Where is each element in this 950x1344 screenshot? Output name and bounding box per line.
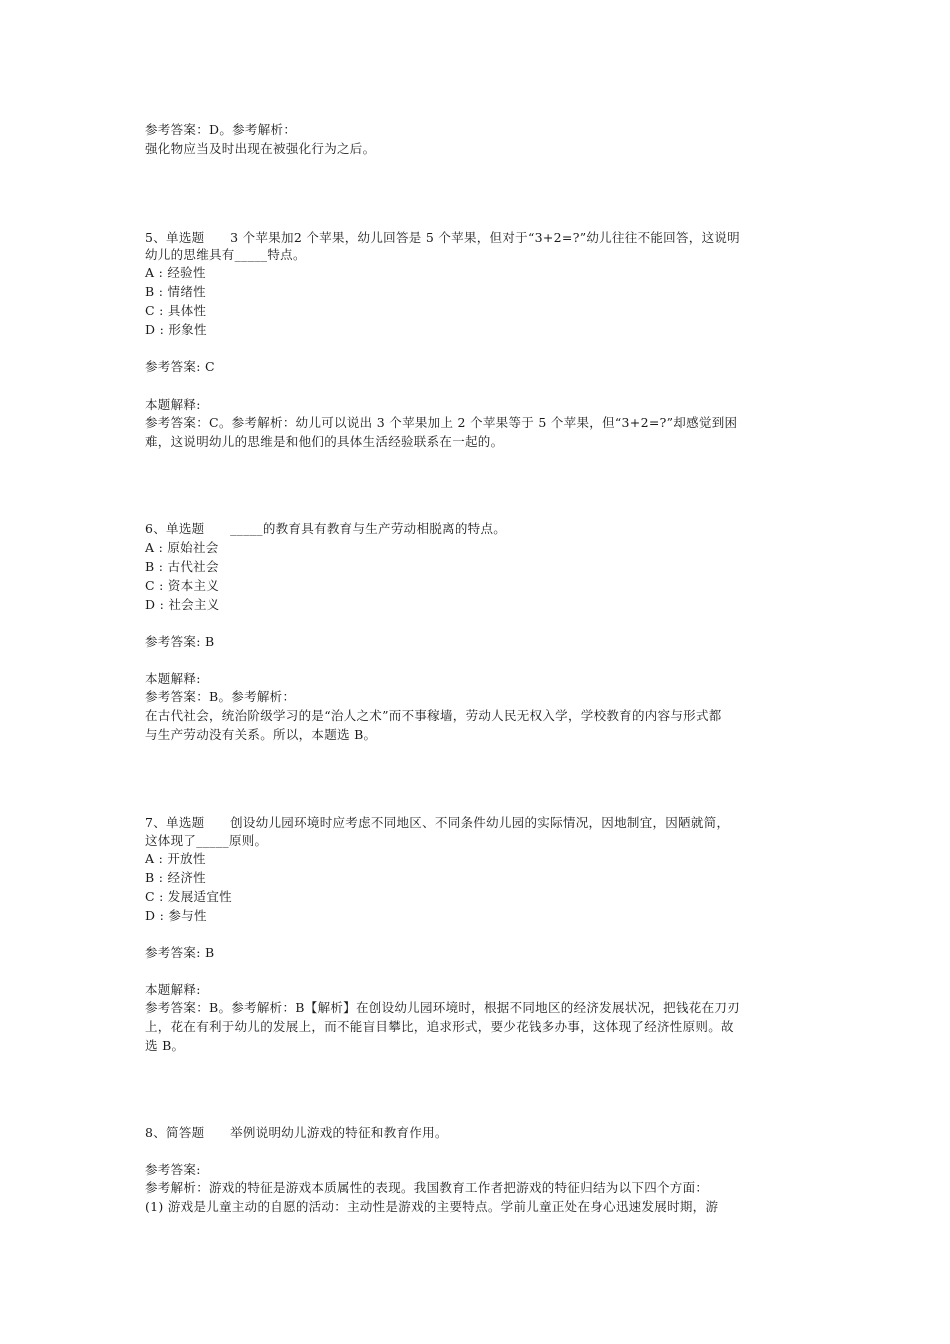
q7-explanation-line-1: 参考答案：B。参考解析：B【解析】在创设幼儿园环境时，根据不同地区的经济发展状况，把钱花在刀刃 <box>145 1000 740 1015</box>
q7-explanation-line-3: 选 B。 <box>145 1038 185 1053</box>
q5-question-header-cont: 幼儿的思维具有_____特点。 <box>145 247 306 262</box>
q5-option-c: C : 具体性 <box>145 303 207 318</box>
q6-option-d: D : 社会主义 <box>145 597 220 612</box>
q5-explanation-line-1: 参考答案：C。参考解析：幼儿可以说出 3 个苹果加上 2 个苹果等于 5 个苹果，但“3+2=?”却感觉到困 <box>145 415 738 430</box>
q4-explanation-text: 强化物应当及时出现在被强化行为之后。 <box>145 141 376 156</box>
q6-explanation-line-3: 与生产劳动没有关系。所以，本题选 B。 <box>145 727 377 742</box>
q5-question-header: 5、单选题 3 个苹果加2 个苹果，幼儿回答是 5 个苹果，但对于“3+2=?”幼儿往往不能回答，这说明 <box>145 230 740 245</box>
q6-option-b: B : 古代社会 <box>145 559 219 574</box>
q7-question-header-cont: 这体现了_____原则。 <box>145 833 268 848</box>
q5-explanation-line-2: 难，这说明幼儿的思维是和他们的具体生活经验联系在一起的。 <box>145 434 504 449</box>
q6-option-c: C : 资本主义 <box>145 578 220 593</box>
q7-explanation-line-2: 上，花在有利于幼儿的发展上，而不能盲目攀比，追求形式，要少花钱多办事，这体现了经济性原则。故 <box>145 1019 734 1034</box>
q6-option-a: A : 原始社会 <box>145 540 219 555</box>
q8-answer: 参考答案: <box>145 1162 201 1177</box>
q7-option-c: C : 发展适宜性 <box>145 889 232 904</box>
q8-explanation-line-2: (1) 游戏是儿童主动的自愿的活动：主动性是游戏的主要特点。学前儿童正处在身心迅速发展时期，游 <box>145 1199 719 1214</box>
q5-explanation-title: 本题解释: <box>145 397 201 412</box>
q6-explanation-title: 本题解释: <box>145 671 201 686</box>
q5-answer: 参考答案: C <box>145 359 215 374</box>
q7-option-a: A : 开放性 <box>145 851 206 866</box>
q7-answer: 参考答案: B <box>145 945 215 960</box>
q5-option-b: B : 情绪性 <box>145 284 206 299</box>
q6-answer: 参考答案: B <box>145 634 215 649</box>
q7-option-d: D : 参与性 <box>145 908 207 923</box>
q4-answer-line: 参考答案：D。参考解析： <box>145 122 297 137</box>
q6-question-header: 6、单选题 _____的教育具有教育与生产劳动相脱离的特点。 <box>145 521 507 536</box>
q7-option-b: B : 经济性 <box>145 870 206 885</box>
q7-explanation-title: 本题解释: <box>145 982 201 997</box>
q5-option-d: D : 形象性 <box>145 322 207 337</box>
q5-option-a: A : 经验性 <box>145 265 206 280</box>
q6-explanation-line-1: 参考答案：B。参考解析： <box>145 689 296 704</box>
q8-question-header: 8、简答题 举例说明幼儿游戏的特征和教育作用。 <box>145 1125 448 1140</box>
q6-explanation-line-2: 在古代社会，统治阶级学习的是“治人之术”而不事稼墙，劳动人民无权入学，学校教育的内容与形式都 <box>145 708 722 723</box>
q7-question-header: 7、单选题 创设幼儿园环境时应考虑不同地区、不同条件幼儿园的实际情况，因地制宜，因陋就简， <box>145 815 730 830</box>
q8-explanation-line-1: 参考解析：游戏的特征是游戏本质属性的表现。我国教育工作者把游戏的特征归结为以下四个方面： <box>145 1180 709 1195</box>
